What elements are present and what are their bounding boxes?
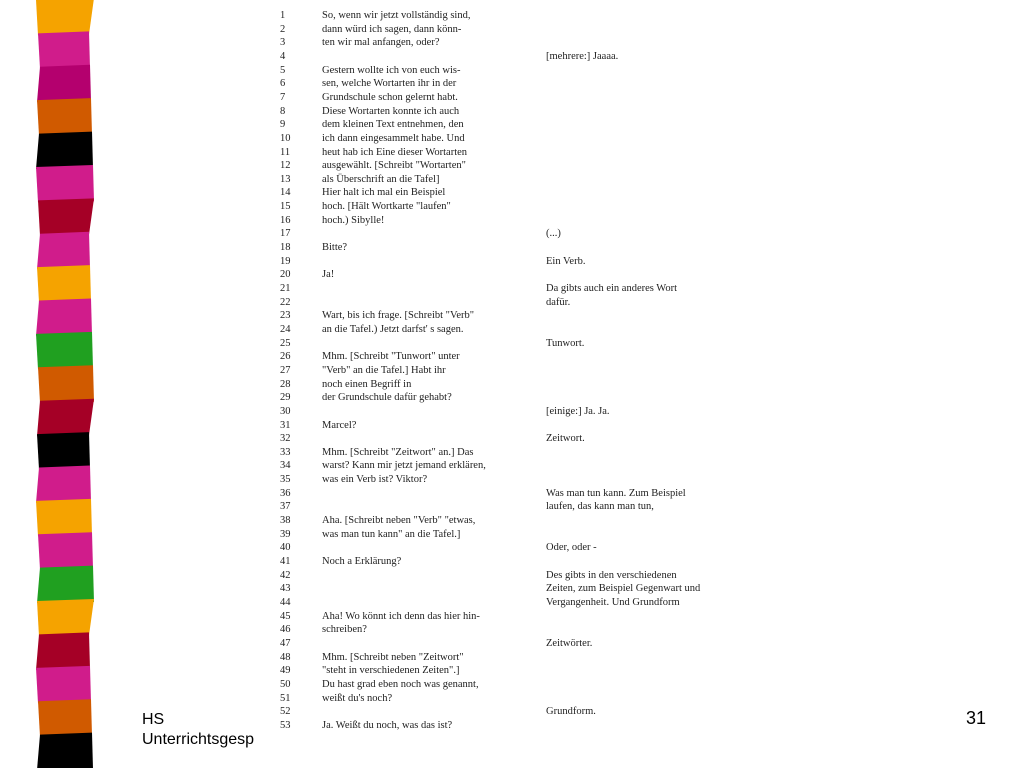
stripe-segment [36, 299, 92, 336]
line-number: 32 [280, 433, 291, 445]
line-number: 38 [280, 515, 291, 527]
student-text: Ein Verb. [546, 255, 586, 267]
teacher-text: schreiben? [322, 624, 367, 636]
line-number: 44 [280, 596, 291, 608]
student-text: Zeitwörter. [546, 637, 593, 649]
transcript-row [280, 392, 750, 406]
line-number: 8 [280, 105, 286, 117]
stripe-segment [36, 165, 94, 202]
teacher-text: heut hab ich Eine dieser Wortarten [322, 146, 468, 158]
line-number: 23 [280, 310, 291, 322]
transcript-row [280, 420, 750, 434]
teacher-text: was man tun kann" an die Tafel.] [322, 528, 461, 540]
teacher-text: Du hast grad eben noch was genannt, [322, 678, 479, 690]
transcript-row [280, 269, 750, 283]
line-number: 41 [280, 556, 291, 567]
line-number: 40 [280, 542, 291, 554]
teacher-text: Hier halt ich mal ein Beispiel [322, 187, 446, 199]
decorative-color-stripe [0, 0, 110, 768]
teacher-text: Mhm. [Schreibt "Zeitwort" an.] Das [322, 446, 474, 458]
transcript-row [280, 583, 750, 597]
student-text: Zeitwort. [546, 433, 585, 445]
student-text: (...) [546, 228, 561, 240]
stripe-segment [38, 31, 90, 68]
stripe-segment [37, 232, 90, 269]
stripe-segment [38, 198, 94, 235]
line-number: 1 [280, 10, 286, 21]
transcript-row [280, 24, 750, 38]
transcript-row [280, 160, 750, 174]
teacher-text: warst? Kann mir jetzt jemand erklären, [322, 460, 486, 472]
transcript-row [280, 324, 750, 338]
line-number: 3 [280, 37, 286, 49]
transcript-row [280, 570, 750, 584]
student-text: Tunwort. [546, 337, 585, 349]
line-number: 39 [280, 528, 291, 540]
line-number: 18 [280, 242, 291, 254]
transcript-row [280, 351, 750, 365]
line-number: 47 [280, 637, 291, 649]
stripe-segment [37, 599, 94, 636]
line-number: 13 [280, 173, 291, 185]
teacher-text: Bitte? [322, 242, 348, 254]
teacher-text: Grundschule schon gelernt habt. [322, 91, 458, 103]
transcript-row [280, 187, 750, 201]
line-number: 2 [280, 23, 286, 35]
transcript-row [280, 92, 750, 106]
student-text: Grundform. [546, 706, 596, 718]
footer-title [142, 710, 280, 750]
teacher-text: Ja! [322, 269, 335, 281]
line-number: 21 [280, 283, 291, 294]
line-number: 12 [280, 160, 291, 172]
line-number: 43 [280, 583, 291, 595]
teacher-text: der Grundschule dafür gehabt? [322, 392, 452, 404]
stripe-segment [37, 399, 94, 436]
stripe-segment [37, 265, 91, 302]
transcript-row [280, 679, 750, 693]
line-number: 33 [280, 446, 291, 458]
line-number: 16 [280, 214, 291, 226]
line-number: 14 [280, 187, 291, 199]
teacher-text: Marcel? [322, 419, 357, 431]
transcript-row [280, 501, 750, 515]
stripe-segment [38, 365, 94, 402]
transcript-row [280, 406, 750, 420]
teacher-text: Wart, bis ich frage. [Schreibt "Verb" [322, 310, 475, 322]
line-number: 27 [280, 364, 291, 376]
line-number: 42 [280, 569, 291, 581]
stripe-segment [36, 132, 93, 169]
teacher-text: ten wir mal anfangen, oder? [322, 37, 440, 49]
line-number: 35 [280, 474, 291, 486]
transcript-row [280, 228, 750, 242]
teacher-text: an die Tafel.) Jetzt darfst' s sagen. [322, 323, 464, 335]
teacher-text: Mhm. [Schreibt "Tunwort" unter [322, 351, 460, 363]
line-number: 31 [280, 419, 291, 431]
transcript-row [280, 78, 750, 92]
transcript-row [280, 283, 750, 297]
line-number: 5 [280, 64, 286, 76]
transcript-row [280, 256, 750, 270]
transcript-row [280, 693, 750, 707]
transcript-scan [280, 10, 750, 750]
line-number: 9 [280, 119, 286, 131]
transcript-row [280, 119, 750, 133]
transcript-row [280, 706, 750, 720]
transcript-row [280, 174, 750, 188]
line-number: 26 [280, 351, 291, 363]
line-number: 28 [280, 378, 291, 390]
line-number: 7 [280, 91, 286, 103]
teacher-text: Gestern wollte ich von euch wis- [322, 64, 461, 76]
line-number: 34 [280, 460, 291, 472]
stripe-segment [37, 65, 91, 102]
line-number: 49 [280, 665, 291, 677]
teacher-text: hoch. [Hält Wortkarte "laufen" [322, 201, 451, 213]
teacher-text: ich dann eingesammelt habe. Und [322, 132, 465, 144]
line-number: 4 [280, 50, 286, 62]
line-number: 36 [280, 487, 291, 499]
transcript-row [280, 638, 750, 652]
transcript-row [280, 611, 750, 625]
stripe-segment [37, 98, 92, 135]
stripe-segment [37, 432, 90, 469]
line-number: 29 [280, 392, 291, 404]
teacher-text: So, wenn wir jetzt vollständig sind, [322, 10, 471, 21]
transcript-row [280, 515, 750, 529]
line-number: 46 [280, 624, 291, 636]
transcript-row [280, 665, 750, 679]
transcript-row [280, 51, 750, 65]
line-number: 6 [280, 78, 286, 90]
transcript-row [280, 624, 750, 638]
teacher-text: ausgewählt. [Schreibt "Wortarten" [322, 160, 466, 172]
transcript-row [280, 460, 750, 474]
transcript-row [280, 474, 750, 488]
line-number: 25 [280, 337, 291, 349]
stripe-segment [36, 465, 91, 502]
teacher-text: dann würd ich sagen, dann könn- [322, 23, 462, 35]
transcript-row [280, 597, 750, 611]
teacher-text: Aha. [Schreibt neben "Verb" "etwas, [322, 515, 476, 527]
transcript-row [280, 379, 750, 393]
transcript-row [280, 529, 750, 543]
footer-title-line1: HS [142, 711, 165, 728]
student-text: Vergangenheit. Und Grundform [546, 596, 680, 608]
student-text: Was man tun kann. Zum Beispiel [546, 487, 686, 499]
stripe-segment [36, 332, 93, 369]
page-number: 31 [966, 708, 987, 728]
transcript-row [280, 338, 750, 352]
teacher-text: dem kleinen Text entnehmen, den [322, 119, 464, 131]
line-number: 11 [280, 146, 291, 158]
stripe-segment [36, 666, 91, 703]
teacher-text: was ein Verb ist? Viktor? [322, 474, 428, 486]
transcript-row [280, 201, 750, 215]
transcript-row [280, 542, 750, 556]
teacher-text: "Verb" an die Tafel.] Habt ihr [322, 364, 446, 376]
transcript-row [280, 310, 750, 324]
transcript-row [280, 652, 750, 666]
transcript-row [280, 488, 750, 502]
teacher-text: Diese Wortarten konnte ich auch [322, 105, 460, 117]
transcript-row [280, 133, 750, 147]
stripe-segment [36, 499, 92, 536]
student-text: dafür. [546, 296, 571, 308]
line-number: 15 [280, 201, 291, 213]
line-number: 45 [280, 610, 291, 622]
line-number: 50 [280, 678, 291, 690]
transcript-row [280, 37, 750, 51]
line-number: 24 [280, 323, 291, 335]
transcript-row [280, 297, 750, 311]
line-number: 30 [280, 405, 291, 417]
line-number: 37 [280, 501, 291, 513]
stripe-segment [37, 566, 94, 603]
teacher-text: Mhm. [Schreibt neben "Zeitwort" [322, 651, 464, 663]
teacher-text: Ja. Weißt du noch, was das ist? [322, 719, 453, 731]
student-text: Da gibts auch ein anderes Wort [546, 283, 678, 294]
transcript-row [280, 365, 750, 379]
teacher-text: Aha! Wo könnt ich denn das hier hin- [322, 610, 480, 622]
transcript-row [280, 147, 750, 161]
stripe-segment [36, 632, 90, 669]
line-number: 53 [280, 719, 291, 731]
line-number: 17 [280, 228, 291, 240]
teacher-text: hoch.) Sibylle! [322, 214, 385, 226]
transcript-row [280, 433, 750, 447]
stripe-segment [38, 532, 93, 569]
transcript-row [280, 720, 750, 734]
teacher-text: weißt du's noch? [322, 692, 393, 704]
student-text: laufen, das kann man tun, [546, 501, 654, 513]
student-text: [einige:] Ja. Ja. [546, 405, 610, 417]
line-number: 48 [280, 651, 291, 663]
line-number: 52 [280, 706, 291, 718]
line-number: 19 [280, 255, 291, 267]
footer-title-line2: Unterrichtsgesp [142, 731, 255, 748]
line-number: 10 [280, 132, 291, 144]
transcript-row [280, 10, 750, 24]
teacher-text: als Überschrift an die Tafel] [322, 173, 440, 185]
teacher-text: noch einen Begriff in [322, 378, 412, 390]
student-text: [mehrere:] Jaaaa. [546, 50, 619, 62]
teacher-text: Noch a Erklärung? [322, 556, 402, 567]
transcript-row [280, 447, 750, 461]
student-text: Des gibts in den verschiedenen [546, 569, 677, 581]
transcript-row [280, 556, 750, 570]
transcript-row [280, 242, 750, 256]
student-text: Zeiten, zum Beispiel Gegenwart und [546, 583, 701, 595]
teacher-text: sen, welche Wortarten ihr in der [322, 78, 457, 90]
transcript-row [280, 215, 750, 229]
transcript-row [280, 65, 750, 79]
stripe-segment [38, 699, 92, 736]
student-text: Oder, oder - [546, 542, 597, 554]
transcript-row [280, 106, 750, 120]
stripe-segment [36, 0, 94, 35]
line-number: 51 [280, 692, 291, 704]
line-number: 20 [280, 269, 291, 281]
teacher-text: "steht in verschiedenen Zeiten".] [322, 665, 460, 677]
line-number: 22 [280, 296, 291, 308]
stripe-segment [37, 733, 93, 768]
